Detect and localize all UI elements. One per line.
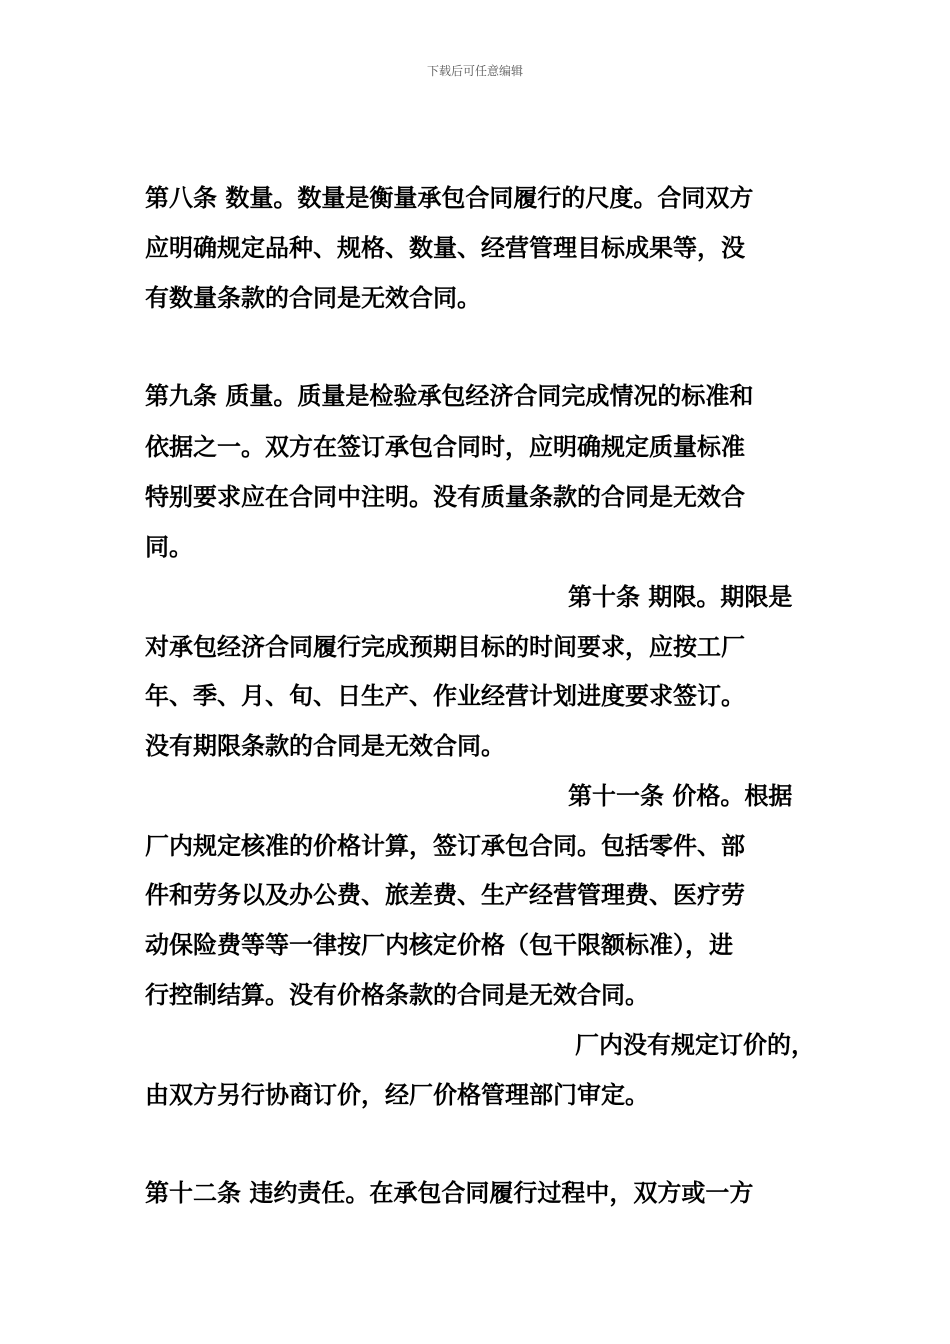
text-line: 特别要求应在合同中注明。没有质量条款的合同是无效合	[145, 482, 745, 511]
text-line: 第九条 质量。质量是检验承包经济合同完成情况的标准和	[145, 381, 754, 410]
page-header: 下载后可任意编辑	[426, 64, 523, 78]
text-line: 件和劳务以及办公费、旅差费、生产经营管理费、医疗劳	[145, 880, 745, 909]
text-line: 对承包经济合同履行完成预期目标的时间要求，应按工厂	[145, 632, 745, 661]
text-line: 依据之一。双方在签订承包合同时，应明确规定质量标准	[145, 432, 745, 461]
text-line: 由双方另行协商订价，经厂价格管理部门审定。	[145, 1080, 649, 1109]
text-line: 没有期限条款的合同是无效合同。	[145, 731, 505, 760]
text-line: 第十条 期限。期限是	[568, 582, 793, 611]
text-line: 厂内规定核准的价格计算，签订承包合同。包括零件、部	[145, 831, 745, 860]
text-line: 行控制结算。没有价格条款的合同是无效合同。	[145, 980, 649, 1009]
text-line: 第十一条 价格。根据	[568, 781, 793, 810]
text-line: 厂内没有规定订价的，	[575, 1030, 815, 1059]
text-line: 年、季、月、旬、日生产、作业经营计划进度要求签订。	[145, 681, 745, 710]
text-line: 同。	[145, 532, 193, 561]
text-line: 第十二条 违约责任。在承包合同履行过程中，双方或一方	[145, 1178, 754, 1207]
text-line: 有数量条款的合同是无效合同。	[145, 283, 481, 312]
text-line: 第八条 数量。数量是衡量承包合同履行的尺度。合同双方	[145, 183, 754, 212]
text-line: 应明确规定品种、规格、数量、经营管理目标成果等，没	[145, 233, 745, 262]
text-line: 动保险费等等一律按厂内核定价格（包干限额标准），进	[145, 930, 733, 959]
